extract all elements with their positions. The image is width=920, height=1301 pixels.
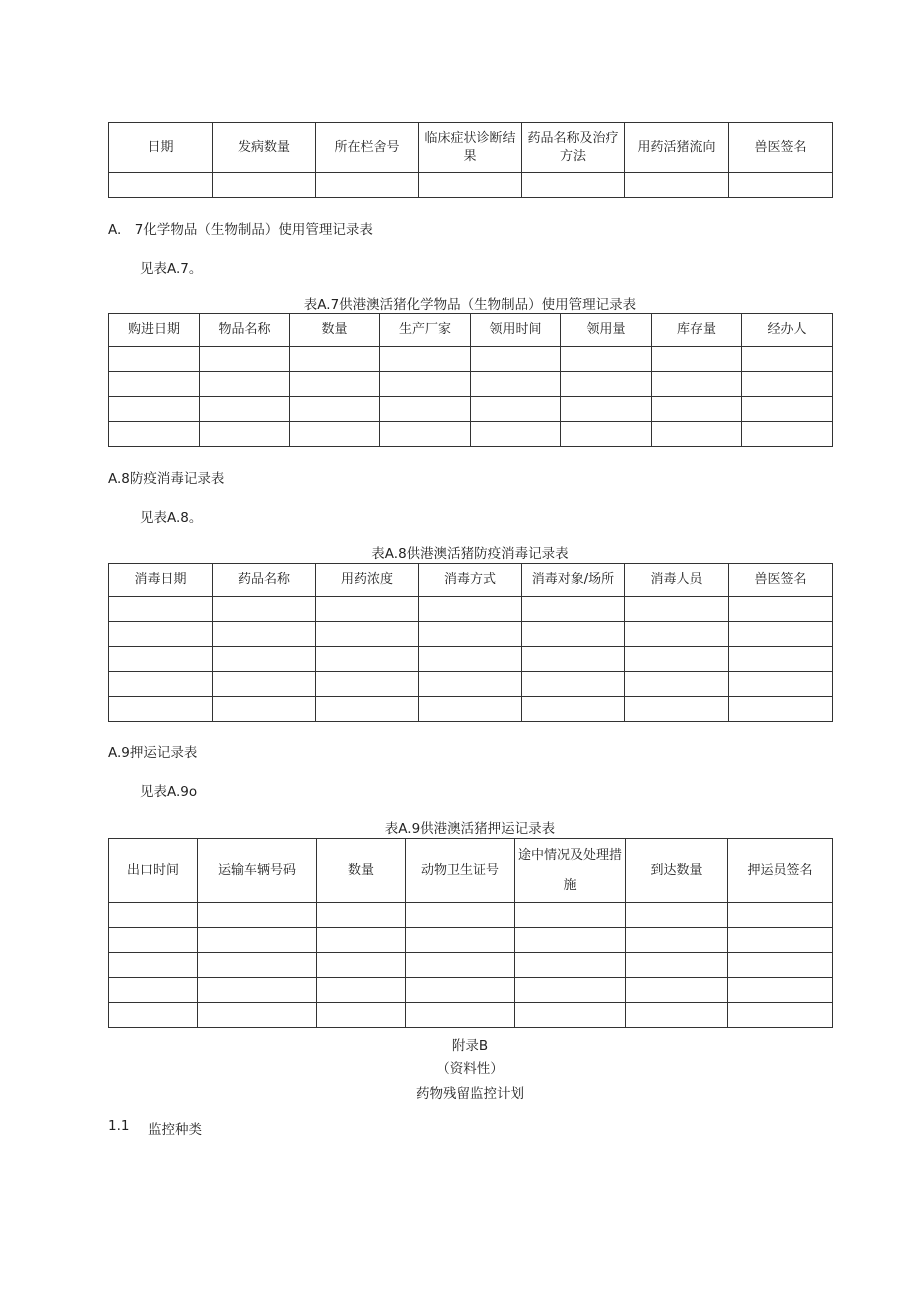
table-header-cell: 用药活猪流向	[625, 123, 729, 173]
table-row	[109, 953, 833, 978]
see-table-a7: 见表A.7。	[140, 261, 203, 277]
section-heading-a8: A.8防疫消毒记录表	[108, 471, 225, 487]
table-row	[109, 928, 833, 953]
appendix-subtitle: 药物残留监控计划	[416, 1086, 524, 1102]
table-header-cell: 动物卫生证号	[406, 839, 515, 903]
table-header-cell: 药品名称	[213, 564, 316, 597]
table-header-cell: 日期	[109, 123, 213, 173]
table-header-cell: 出口时间	[109, 839, 198, 903]
table-a7	[108, 313, 833, 447]
table-row	[109, 173, 833, 198]
table-header-cell: 领用时间	[471, 314, 561, 347]
table-header-cell: 消毒方式	[419, 564, 522, 597]
table-header-cell: 数量	[317, 839, 406, 903]
table-row	[109, 903, 833, 928]
table-header-cell: 到达数量	[626, 839, 728, 903]
table-a9	[108, 838, 833, 1028]
table-a6	[108, 122, 833, 198]
section-heading-a7: A. 7化学物品（生物制品）使用管理记录表	[108, 222, 373, 238]
table-row	[109, 647, 833, 672]
table-row	[109, 697, 833, 722]
table-header-cell: 经办人	[742, 314, 833, 347]
table-header-cell: 用药浓度	[316, 564, 419, 597]
table-header-cell: 消毒日期	[109, 564, 213, 597]
table-header-cell: 途中情况及处理措施	[515, 839, 626, 903]
appendix-title: 附录B	[451, 1038, 489, 1054]
table-header-cell: 数量	[290, 314, 380, 347]
table-row	[109, 422, 833, 447]
table-header-cell: 消毒对象/场所	[522, 564, 625, 597]
table-row	[109, 372, 833, 397]
table-header-row	[109, 564, 833, 597]
table-header-cell: 发病数量	[213, 123, 316, 173]
table-header-row	[109, 314, 833, 347]
see-table-a9: 见表A.9o	[140, 784, 198, 800]
section-heading-a9: A.9押运记录表	[108, 745, 198, 761]
table-header-cell: 物品名称	[200, 314, 290, 347]
table-row	[109, 622, 833, 647]
table-header-cell: 所在栏舍号	[316, 123, 419, 173]
table-header-cell: 兽医签名	[729, 123, 833, 173]
table-caption-a9: 表A.9供港澳活猪押运记录表	[384, 821, 556, 837]
table-header-row	[109, 839, 833, 903]
table-row	[109, 672, 833, 697]
table-header-cell: 运输车辆号码	[198, 839, 317, 903]
table-header-cell: 药品名称及治疗方法	[522, 123, 625, 173]
table-row	[109, 597, 833, 622]
section-title: 监控种类	[148, 1122, 202, 1138]
table-row	[109, 978, 833, 1003]
table-header-cell: 兽医签名	[729, 564, 833, 597]
table-row	[109, 347, 833, 372]
table-header-cell: 押运员签名	[728, 839, 833, 903]
table-header-cell: 购进日期	[109, 314, 200, 347]
table-header-cell: 消毒人员	[625, 564, 729, 597]
section-number: 1.1	[108, 1118, 130, 1134]
see-table-a8: 见表A.8。	[140, 510, 203, 526]
table-header-row	[109, 123, 833, 173]
appendix-nature: （资料性）	[436, 1061, 504, 1077]
table-header-cell: 库存量	[652, 314, 742, 347]
table-header-cell: 生产厂家	[380, 314, 471, 347]
table-header-cell: 领用量	[561, 314, 652, 347]
table-row	[109, 1003, 833, 1028]
table-header-cell: 临床症状诊断结果	[419, 123, 522, 173]
table-a8	[108, 563, 833, 722]
table-caption-a7: 表A.7供港澳活猪化学物品（生物制品）使用管理记录表	[303, 297, 637, 313]
table-row	[109, 397, 833, 422]
table-caption-a8: 表A.8供港澳活猪防疫消毒记录表	[371, 546, 569, 562]
